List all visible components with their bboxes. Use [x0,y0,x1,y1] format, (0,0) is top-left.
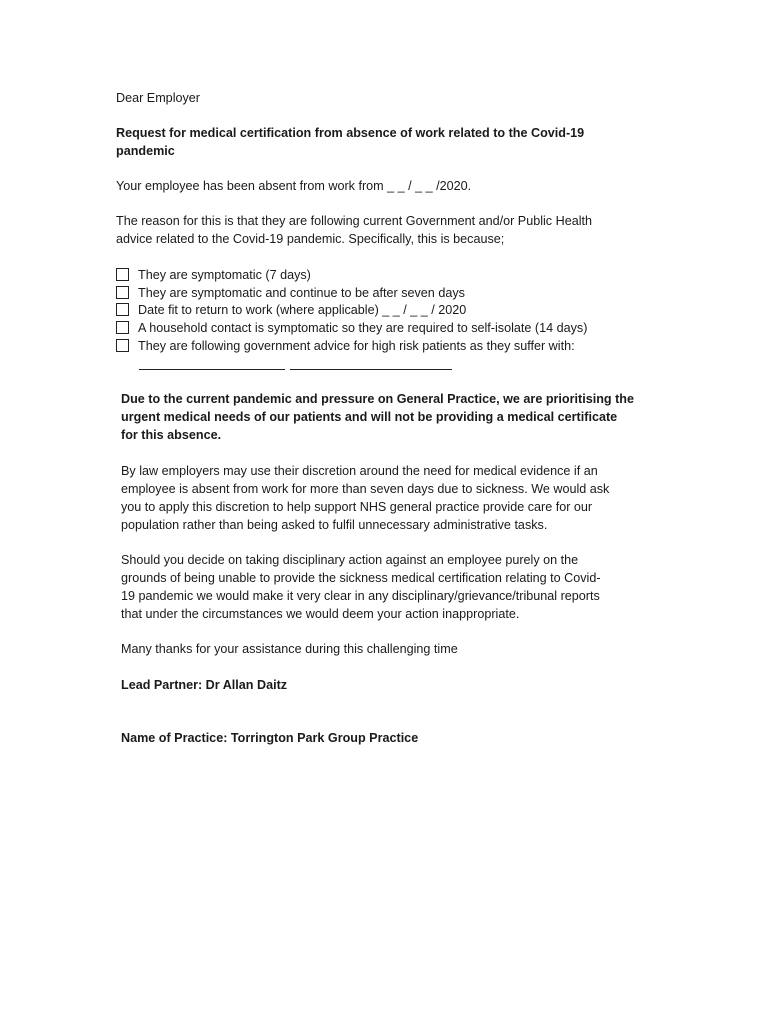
checkbox-input[interactable] [116,286,129,299]
lead-partner: Lead Partner: Dr Allan Daitz [121,678,288,692]
subject-heading [116,124,584,160]
checkbox-option[interactable] [116,284,465,301]
subject-line: pandemic [116,144,175,158]
law-line: you to apply this discretion to help support NHS general practice provide care for our [121,500,593,514]
checkbox-option[interactable] [116,266,311,283]
checkbox-input[interactable] [116,303,129,316]
notice-line: Due to the current pandemic and pressure on General Practice, we are prioritising the [121,392,634,406]
reason-line: advice related to the Covid-19 pandemic. Specifically, this is because; [116,232,505,246]
notice-line: for this absence. [121,428,222,442]
checkbox-label: A household contact is symptomatic so they are required to self-isolate (14 days) [138,320,588,335]
discipline-line: grounds of being unable to provide the sickness medical certification relating to Covid- [121,571,601,585]
checkbox-label: They are symptomatic (7 days) [138,267,311,282]
salutation: Dear Employer [116,91,200,105]
checkbox-label: Date fit to return to work (where applicable) _ _ / _ _ / 2020 [138,302,467,317]
law-line: By law employers may use their discretion around the need for medical evidence if an [121,464,598,478]
checkbox-option[interactable] [116,319,587,336]
reason-paragraph [116,212,592,248]
checkbox-input[interactable] [116,339,129,352]
discipline-paragraph [121,551,601,623]
thanks-line: Many thanks for your assistance during this challenging time [121,642,458,656]
checkbox-option[interactable] [116,301,466,318]
notice-paragraph [121,390,634,444]
law-paragraph [121,462,609,534]
discipline-line: that under the circumstances we would deem your action inappropriate. [121,607,520,621]
subject-line: Request for medical certification from absence of work related to the Covid-19 [116,126,585,140]
checkbox-input[interactable] [116,268,129,281]
checkbox-option[interactable] [116,337,575,354]
discipline-line: Should you decide on taking disciplinary action against an employee purely on the [121,553,579,567]
reason-line: The reason for this is that they are following current Government and/or Public Health [116,214,593,228]
law-line: population rather than being asked to fulfil unnecessary administrative tasks. [121,518,548,532]
checkbox-label: They are symptomatic and continue to be after seven days [138,285,465,300]
checkbox-input[interactable] [116,321,129,334]
absent-dates-line: Your employee has been absent from work from _ _ / _ _ /2020. [116,179,472,193]
condition-blank-line[interactable] [290,369,452,370]
checkbox-label: They are following government advice for high risk patients as they suffer with: [138,338,575,353]
condition-blank-line[interactable] [139,369,285,370]
discipline-line: 19 pandemic we would make it very clear in any disciplinary/grievance/tribunal reports [121,589,600,603]
notice-line: urgent medical needs of our patients and will not be providing a medical certificate [121,410,618,424]
law-line: employee is absent from work for more than seven days due to sickness. We would ask [121,482,610,496]
practice-name: Name of Practice: Torrington Park Group Practice [121,731,419,745]
